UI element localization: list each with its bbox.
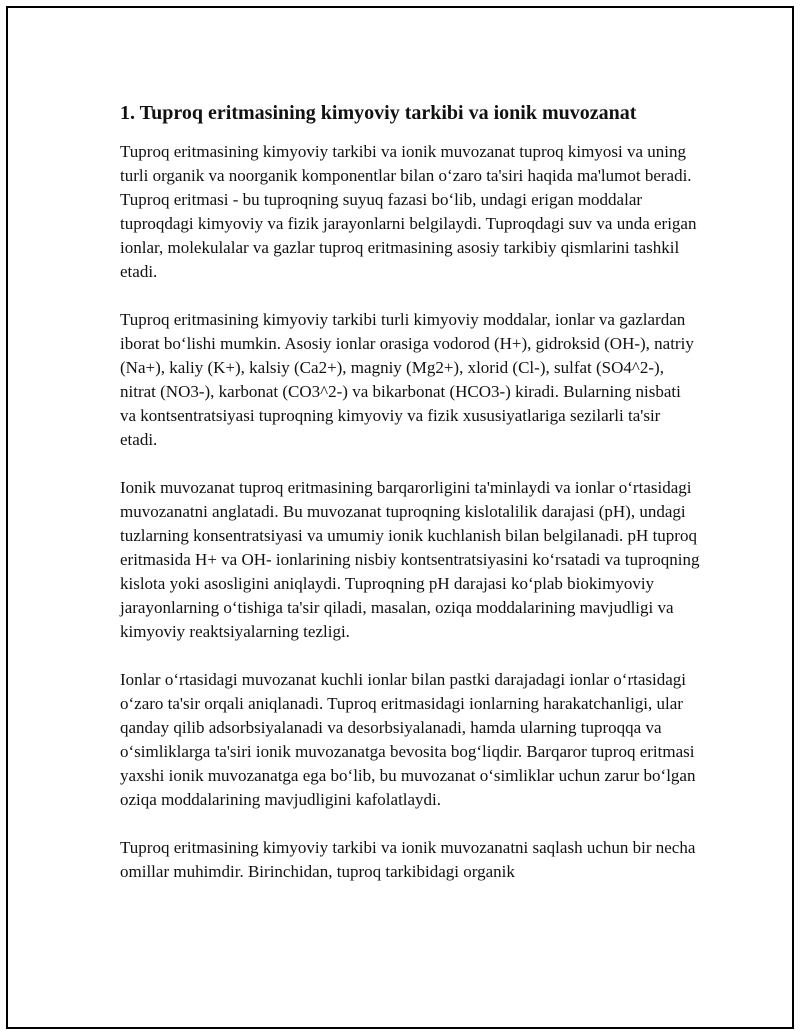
document-body xyxy=(120,100,700,908)
document-page xyxy=(6,6,794,1029)
paragraph: Tuproq eritmasining kimyoviy tarkibi turli kimyoviy moddalar, ionlar va gazlardan iborat boʻlishi mumkin. Asosiy ionlar orasiga vodorod (H+), gidroksid (OH-), natriy (Na+), kaliy (K+), kalsiy (Ca2+), magniy (Mg2+), xlorid (Cl-), sulfat (SO4^2-), nitrat (NO3-), karbonat (CO3^2-) va bikarbonat (HCO3-) kiradi. Bularning nisbati va kontsentratsiyasi tuproqning kimyoviy va fizik xususiyatlariga sezilarli ta'sir etadi. xyxy=(120,310,694,449)
paragraph: Ionlar oʻrtasidagi muvozanat kuchli ionlar bilan pastki darajadagi ionlar oʻrtasidagi oʻzaro ta'sir orqali aniqlanadi. Tuproq eritmasidagi ionlarning harakatchanligi, ular qanday qilib adsorbsiyalanadi va desorbsiyalanadi, hamda ularning tuproqqa va oʻsimliklarga ta'siri ionik muvozanatga bevosita bogʻliqdir. Barqaror tuproq eritmasi yaxshi ionik muvozanatga ega boʻlib, bu muvozanat oʻsimliklar uchun zarur boʻlgan oziqa moddalarining mavjudligini kafolatlaydi. xyxy=(120,670,696,809)
paragraph: Tuproq eritmasining kimyoviy tarkibi va ionik muvozanat tuproq kimyosi va uning turli organik va noorganik komponentlar bilan oʻzaro ta'siri haqida ma'lumot beradi. Tuproq eritmasi - bu tuproqning suyuq fazasi boʻlib, undagi erigan moddalar tuproqdagi kimyoviy va fizik jarayonlarni belgilaydi. Tuproqdagi suv va unda erigan ionlar, molekulalar va gazlar tuproq eritmasining asosiy tarkibiy qismlarini tashkil etadi. xyxy=(120,142,697,281)
paragraph: Ionik muvozanat tuproq eritmasining barqarorligini ta'minlaydi va ionlar oʻrtasidagi muvozanatni anglatadi. Bu muvozanat tuproqning kislotalilik darajasi (pH), undagi tuzlarning konsentratsiyasi va umumiy ionik kuchlanish bilan belgilanadi. pH tuproq eritmasida H+ va OH- ionlarining nisbiy kontsentratsiyasini koʻrsatadi va tuproqning kislota yoki asosligini aniqlaydi. Tuproqning pH darajasi koʻplab biokimyoviy jarayonlarning oʻtishiga ta'sir qiladi, masalan, oziqa moddalarining mavjudligi va kimyoviy reaktsiyalarning tezligi. xyxy=(120,478,700,641)
paragraph: Tuproq eritmasining kimyoviy tarkibi va ionik muvozanatni saqlash uchun bir necha omillar muhimdir. Birinchidan, tuproq tarkibidagi organik xyxy=(120,838,696,881)
section-heading: 1. Tuproq eritmasining kimyoviy tarkibi va ionik muvozanat xyxy=(120,102,637,124)
